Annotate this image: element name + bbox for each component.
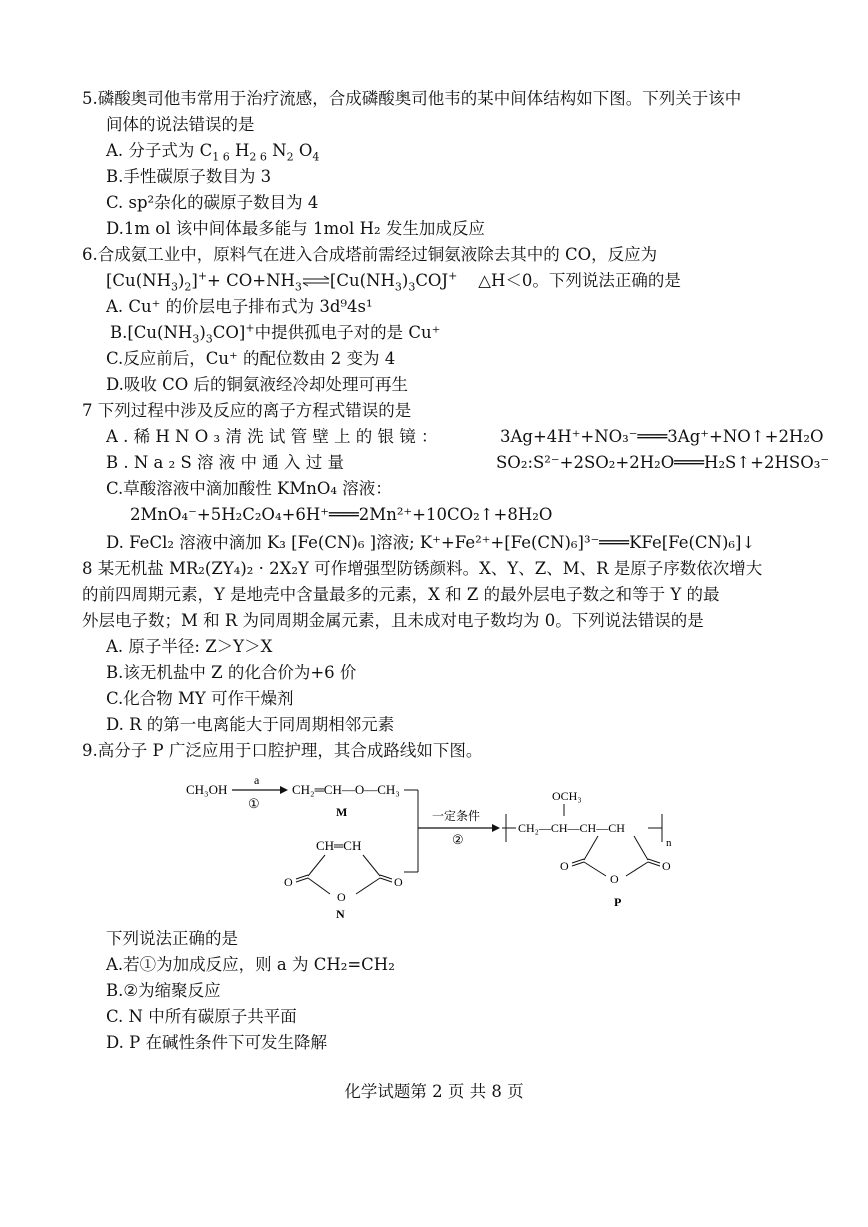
q8-stem-line2: 的前四周期元素，Y 是地壳中含量最多的元素，X 和 Z 的最外层电子数之和等于 Y 的最: [82, 585, 720, 604]
page-footer: 化学试题第 2 页 共 8 页: [344, 1082, 524, 1101]
polymer-p-label: P: [614, 895, 622, 909]
step-1-label: ①: [248, 796, 260, 811]
p-ring-oxygen: O: [610, 872, 619, 886]
step-2-label: ②: [452, 832, 464, 847]
q7-option-c-text: C.草酸溶液中滴加酸性 KMnO₄ 溶液：: [106, 479, 392, 498]
p-carbonyl-o-left: O: [560, 859, 569, 873]
q7-option-d: D. FeCl₂ 溶液中滴加 K₃ [Fe(CN)₆ ]溶液; K⁺+Fe²⁺+[Fe(CN)₆]³⁻═══KFe[Fe(CN)₆]↓: [106, 533, 756, 552]
q5-option-b: B.手性碳原子数目为 3: [106, 167, 272, 186]
reactant-ch3oh: CH₃OH: [186, 782, 228, 797]
q9-option-d: D. P 在碱性条件下可发生降解: [106, 1033, 327, 1052]
q6-option-b: $B.[Cu(NH_3)_3CO]^+$中提供孤电子对的是 Cu⁺: [110, 321, 441, 346]
compound-m-label: M: [336, 805, 348, 819]
p-main-chain: CH₂—CH—CH—CH: [518, 821, 625, 835]
q9-synthesis-diagram: [180, 764, 700, 924]
q7-option-b-text: B . N a ₂ S 溶 液 中 通 入 过 量: [106, 453, 345, 472]
q6-stem-line1: 6.合成氨工业中，原料气在进入合成塔前需经过铜氨液除去其中的 CO，反应为: [82, 245, 658, 264]
q6-equation: $[Cu(NH_3)_2]^++ CO+NH_3$ [$Cu(NH_3)_3COJ^+$ △H＜0。下列说法正确的是: [106, 269, 681, 294]
n-carbonyl-o-left: O: [284, 875, 293, 889]
q5-option-c: C. sp²杂化的碳原子数目为 4: [106, 193, 319, 212]
q8-option-d: D. R 的第一电离能大于同周期相邻元素: [106, 715, 395, 734]
reagent-a: a: [254, 773, 260, 787]
n-ring-oxygen: O: [337, 890, 346, 904]
q8-option-c: C.化合物 MY 可作干燥剂: [106, 689, 294, 708]
q7-option-a-text: A . 稀 H N O ₃ 清 洗 试 管 壁 上 的 银 镜 ：: [106, 427, 438, 446]
q7-option-a-equation: 3Ag+4H⁺+NO₃⁻═══3Ag⁺+NO↑+2H₂O: [500, 427, 824, 446]
q6-option-c: C.反应前后，Cu⁺ 的配位数由 2 变为 4: [106, 349, 396, 368]
condition-label: 一定条件: [432, 809, 481, 823]
q8-option-a: A. 原子半径: Z＞Y＞X: [106, 637, 273, 656]
q7-stem: 7 下列过程中涉及反应的离子方程式错误的是: [82, 401, 412, 420]
q8-option-b: B.该无机盐中 Z 的化合价为+6 价: [106, 663, 357, 682]
p-carbonyl-o-right: O: [662, 859, 671, 873]
q5-stem-line2: 间体的说法错误的是: [106, 115, 255, 134]
q9-option-c: C. N 中所有碳原子共平面: [106, 1007, 297, 1026]
reversible-arrow-icon: [302, 271, 330, 293]
q8-stem-line1: 8 某无机盐 MR₂(ZY₄)₂ · 2X₂Y 可作增强型防锈颜料。X、Y、Z、M、R 是原子序数依次增大: [82, 559, 763, 578]
compound-n-label: N: [336, 907, 345, 921]
p-och3: OCH₃: [552, 789, 582, 803]
q6-option-d: D.吸收 CO 后的铜氨液经冷却处理可再生: [106, 375, 409, 394]
q5-stem-line1: 5.磷酸奥司他韦常用于治疗流感，合成磷酸奥司他韦的某中间体结构如下图。下列关于该中: [82, 89, 742, 108]
compound-m-formula: CH₂═CH—O—CH₃: [292, 782, 400, 797]
n-ch-ch: CH═CH: [316, 838, 362, 853]
q6-option-a: A. Cu⁺ 的价层电子排布式为 3d⁹4s¹: [106, 297, 373, 316]
q8-stem-line3: 外层电子数；M 和 R 为同周期金属元素，且未成对电子数均为 0。下列说法错误的是: [82, 611, 704, 630]
q9-sub-stem: 下列说法正确的是: [106, 929, 238, 948]
q7-option-b-equation: SO₂:S²⁻+2SO₂+2H₂O═══H₂S↑+2HSO₃⁻: [496, 453, 830, 472]
p-repeat-n: n: [666, 837, 672, 849]
q5-option-a: A. 分子式为 $C_{1 6}$ $H_{2 6}$ $N_2$ $O_4$: [106, 141, 320, 164]
q5-option-d: D.1m ol 该中间体最多能与 1mol H₂ 发生加成反应: [106, 219, 485, 238]
n-carbonyl-o-right: O: [394, 875, 403, 889]
q7-option-c-equation: 2MnO₄⁻+5H₂C₂O₄+6H⁺═══2Mn²⁺+10CO₂↑+8H₂O: [130, 505, 553, 524]
q9-option-b: B.②为缩聚反应: [106, 981, 221, 1000]
q9-stem: 9.高分子 P 广泛应用于口腔护理，其合成路线如下图。: [82, 741, 483, 760]
q9-option-a: A.若①为加成反应，则 a 为 CH₂=CH₂: [106, 955, 395, 974]
